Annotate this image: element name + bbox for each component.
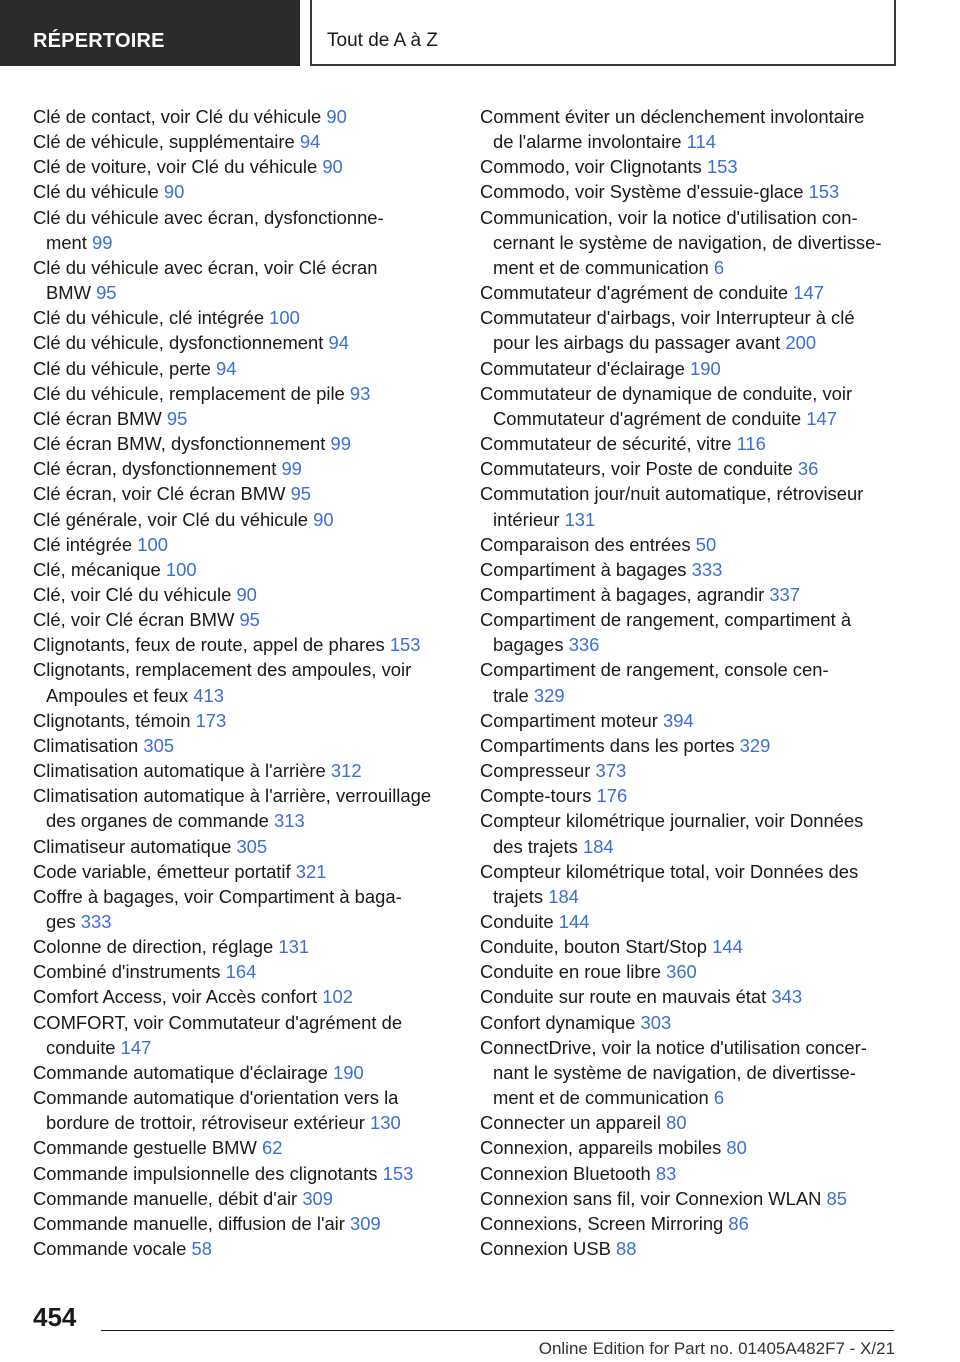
page-reference-link[interactable]: 147: [793, 282, 824, 304]
index-entry: [33, 431, 453, 456]
page-reference-link[interactable]: 80: [726, 1137, 747, 1159]
index-entry: [33, 381, 453, 406]
index-entry-text: Compte-tours: [480, 785, 592, 807]
footer-divider: [101, 1330, 894, 1331]
index-entry-text: Clé du véhicule, perte: [33, 357, 211, 379]
index-entry: [480, 1010, 910, 1035]
page-reference-link[interactable]: 95: [239, 609, 260, 631]
index-entry-text: cernant le système de navigation, de divertisse-: [493, 231, 882, 253]
index-entry: [480, 1186, 910, 1211]
index-entry-text: Commutateur de sécurité, vitre: [480, 433, 732, 455]
index-entry-text: Confort dynamique: [480, 1011, 636, 1033]
index-entry-text: Clé, voir Clé du véhicule: [33, 583, 232, 605]
index-entry-text: intérieur: [493, 508, 560, 530]
page-reference-link[interactable]: 173: [195, 709, 227, 731]
index-entry: [480, 733, 910, 758]
index-entry-text: Commande manuelle, diffusion de l'air: [33, 1212, 345, 1234]
page-reference-link[interactable]: 83: [655, 1162, 677, 1184]
index-entry: [480, 808, 910, 858]
index-entry: [33, 205, 453, 255]
page-reference-link[interactable]: 147: [120, 1036, 152, 1058]
index-entry: [33, 859, 453, 884]
index-entry: [480, 356, 910, 381]
page-reference-link[interactable]: 62: [261, 1137, 283, 1159]
page-reference-link[interactable]: 305: [143, 734, 175, 756]
index-entry-text: Clé du véhicule: [33, 181, 159, 203]
index-entry: [33, 884, 453, 934]
page-reference-link[interactable]: 153: [808, 181, 840, 203]
index-entry: [33, 1085, 453, 1135]
index-entry: [480, 154, 910, 179]
page-reference-link[interactable]: 102: [322, 986, 353, 1008]
page-reference-link[interactable]: 80: [666, 1112, 687, 1134]
index-entry-text: Compartiment à bagages, agrandir: [480, 583, 765, 605]
page-reference-link[interactable]: 90: [163, 181, 185, 203]
index-entry-text: nant le système de navigation, de divertisse-: [493, 1061, 856, 1083]
page-reference-link[interactable]: 176: [596, 785, 628, 807]
index-entry-text: Commande manuelle, débit d'air: [33, 1187, 298, 1209]
index-entry-text: Clé du véhicule, remplacement de pile: [33, 382, 345, 404]
index-entry: [480, 859, 910, 909]
page-reference-link[interactable]: 153: [382, 1162, 414, 1184]
footer-edition: Online Edition for Part no. 01405A482F7 - X/21: [538, 1339, 895, 1358]
index-entry-text: Conduite sur route en mauvais état: [480, 986, 767, 1008]
index-entry: [480, 1236, 910, 1261]
index-entry-text: Code variable, émetteur portatif: [33, 860, 291, 882]
section-tab: RÉPERTOIRE: [0, 0, 300, 66]
index-entry: [33, 129, 453, 154]
index-entry: [33, 330, 453, 355]
page-reference-link[interactable]: 6: [713, 1087, 725, 1109]
index-entry: [480, 934, 910, 959]
page-reference-link[interactable]: 99: [330, 433, 351, 455]
index-entry-text: BMW: [46, 282, 91, 304]
page-reference-link[interactable]: 184: [548, 885, 579, 907]
index-entry-text: Coffre à bagages, voir Compartiment à baga-: [33, 885, 402, 907]
index-entry: [33, 834, 453, 859]
index-entry: [480, 758, 910, 783]
page-reference-link[interactable]: 90: [322, 156, 343, 178]
index-entry-text: Comfort Access, voir Accès confort: [33, 986, 318, 1008]
page-reference-link[interactable]: 329: [739, 734, 771, 756]
index-entry-text: Commande impulsionnelle des clignotants: [33, 1162, 378, 1184]
page-reference-link[interactable]: 190: [333, 1061, 364, 1083]
page-reference-link[interactable]: 95: [96, 282, 117, 304]
page-reference-link[interactable]: 100: [269, 307, 300, 329]
index-entry: [480, 431, 910, 456]
index-entry-text: Clé de voiture, voir Clé du véhicule: [33, 156, 318, 178]
page-reference-link[interactable]: 100: [165, 558, 197, 580]
page-reference-link[interactable]: 413: [193, 684, 224, 706]
index-entry: [33, 481, 453, 506]
index-entry: [33, 305, 453, 330]
index-entry-text: Clé, voir Clé écran BMW: [33, 609, 235, 631]
index-entry: [480, 280, 910, 305]
page-reference-link[interactable]: 95: [166, 407, 188, 429]
index-entry-text: Commande gestuelle BMW: [33, 1137, 257, 1159]
index-entry: [480, 1161, 910, 1186]
index-entry-text: ConnectDrive, voir la notice d'utilisation concer-: [480, 1036, 867, 1058]
page-reference-link[interactable]: 333: [80, 911, 112, 932]
index-entry: [480, 381, 910, 431]
index-entry-text: Compartiments dans les portes: [480, 734, 735, 756]
page-reference-link[interactable]: 116: [736, 433, 766, 455]
index-entry-text: Commutateur de dynamique de conduite, voir: [480, 382, 853, 404]
index-entry-text: Commande vocale: [33, 1238, 187, 1260]
index-entry-text: Commodo, voir Clignotants: [480, 156, 702, 178]
index-entry-text: conduite: [46, 1036, 116, 1058]
index-entry: [33, 1135, 453, 1160]
page-reference-link[interactable]: 90: [313, 508, 334, 530]
page-reference-link[interactable]: 394: [662, 709, 694, 731]
index-entry-text: ment et de communication: [493, 1087, 709, 1109]
index-entry: [480, 456, 910, 481]
page-reference-link[interactable]: 321: [295, 860, 327, 882]
index-entry-text: des trajets: [493, 835, 578, 857]
index-entry: [33, 632, 453, 657]
index-entry-text: Connexions, Screen Mirroring: [480, 1212, 724, 1234]
index-entry-text: Communication, voir la notice d'utilisation con-: [480, 206, 858, 228]
index-entry: [33, 1186, 453, 1211]
index-entry: [480, 1135, 910, 1160]
index-entry: [480, 481, 910, 531]
index-entry: [33, 179, 453, 204]
page-reference-link[interactable]: 94: [299, 131, 321, 153]
index-entry-text: Clé écran, voir Clé écran BMW: [33, 483, 286, 505]
index-entry-text: Clé écran BMW, dysfonctionnement: [33, 433, 326, 455]
index-entry-text: Clé du véhicule avec écran, voir Clé écran: [33, 256, 378, 278]
page-reference-link[interactable]: 153: [706, 156, 738, 178]
index-entry: [480, 582, 910, 607]
index-entry-text: Clé du véhicule, dysfonctionnement: [33, 332, 324, 354]
index-entry-text: Commutateur d'agrément de conduite: [480, 282, 789, 304]
index-entry-text: trale: [493, 684, 529, 706]
index-entry: [480, 1211, 910, 1236]
index-entry-text: Commande automatique d'orientation vers la: [33, 1087, 399, 1109]
index-entry: [33, 934, 453, 959]
index-column-left: [33, 104, 453, 1261]
index-entry-text: Clé de véhicule, supplémentaire: [33, 131, 295, 153]
page-reference-link[interactable]: 50: [695, 533, 717, 555]
index-entry-text: Clé du véhicule avec écran, dysfonctionne-: [33, 206, 384, 228]
page-reference-link[interactable]: 99: [92, 231, 113, 253]
page-reference-link[interactable]: 93: [349, 382, 371, 404]
index-entry: [33, 557, 453, 582]
index-entry: [33, 1211, 453, 1236]
index-entry: [33, 154, 453, 179]
index-entry-text: Clé, mécanique: [33, 558, 161, 580]
index-entry: [33, 356, 453, 381]
index-entry-text: Ampoules et feux: [46, 684, 189, 706]
index-entry: [33, 456, 453, 481]
index-entry: [33, 532, 453, 557]
page-reference-link[interactable]: 312: [330, 760, 362, 782]
index-entry-text: Connexion sans fil, voir Connexion WLAN: [480, 1187, 822, 1209]
page-reference-link[interactable]: 373: [595, 760, 627, 782]
page-reference-link[interactable]: 130: [370, 1112, 401, 1134]
index-entry-text: Connecter un appareil: [480, 1112, 661, 1134]
index-entry-text: des organes de commande: [46, 810, 269, 832]
index-entry-text: Conduite en roue libre: [480, 961, 661, 983]
index-entry: [480, 205, 910, 280]
page-reference-link[interactable]: 100: [137, 533, 168, 555]
index-entry: [33, 1060, 453, 1085]
index-entry-text: Commande automatique d'éclairage: [33, 1061, 328, 1083]
index-entry-text: Conduite: [480, 911, 554, 932]
page-reference-link[interactable]: 360: [666, 961, 697, 983]
page-reference-link[interactable]: 336: [568, 634, 600, 656]
index-entry-text: Connexion Bluetooth: [480, 1162, 651, 1184]
index-entry-text: Commutateur d'agrément de conduite: [493, 407, 802, 429]
index-entry-text: Commutateur d'airbags, voir Interrupteur à clé: [480, 307, 855, 329]
index-entry: [480, 532, 910, 557]
page-reference-link[interactable]: 58: [191, 1238, 212, 1260]
index-entry-text: pour les airbags du passager avant: [493, 332, 781, 354]
index-entry-text: Combiné d'instruments: [33, 961, 221, 983]
page-reference-link[interactable]: 303: [640, 1011, 672, 1033]
index-entry: [33, 959, 453, 984]
index-entry-text: Clé intégrée: [33, 533, 133, 555]
index-entry-text: Climatisation: [33, 734, 139, 756]
index-entry-text: ment et de communication: [493, 256, 709, 278]
page-reference-link[interactable]: 343: [771, 986, 803, 1008]
page-reference-link[interactable]: 86: [728, 1212, 749, 1234]
index-entry: [33, 984, 453, 1009]
page-reference-link[interactable]: 88: [615, 1238, 637, 1260]
index-entry-text: Clignotants, témoin: [33, 709, 191, 731]
index-entry: [33, 657, 453, 707]
index-entry-text: Compresseur: [480, 760, 591, 782]
index-entry: [33, 104, 453, 129]
index-entry: [33, 708, 453, 733]
index-entry-text: trajets: [493, 885, 544, 907]
index-entry: [480, 909, 910, 934]
page-reference-link[interactable]: 200: [785, 332, 817, 354]
page-reference-link[interactable]: 309: [302, 1187, 333, 1209]
index-entry: [33, 758, 453, 783]
page-reference-link[interactable]: 90: [326, 106, 347, 127]
page-reference-link[interactable]: 329: [533, 684, 565, 706]
index-entry-text: Compartiment à bagages: [480, 558, 687, 580]
page-reference-link[interactable]: 190: [690, 357, 721, 379]
page-reference-link[interactable]: 90: [236, 583, 257, 605]
index-entry: [480, 104, 910, 154]
page-reference-link[interactable]: 309: [350, 1212, 381, 1234]
index-entry: [33, 406, 453, 431]
index-entry-text: bordure de trottoir, rétroviseur extérieur: [46, 1112, 365, 1134]
page-reference-link[interactable]: 6: [713, 256, 725, 278]
page-header: [0, 0, 960, 66]
index-entry-text: Compartiment de rangement, console cen-: [480, 659, 829, 681]
index-entry: [480, 305, 910, 355]
index-entry-text: ges: [46, 911, 76, 932]
index-entry-text: ment: [46, 231, 87, 253]
index-entry: [33, 1010, 453, 1060]
index-entry-text: Compteur kilométrique total, voir Données des: [480, 860, 859, 882]
index-entry-text: Compartiment moteur: [480, 709, 658, 731]
page-reference-link[interactable]: 36: [797, 458, 819, 480]
index-entry-text: Connexion USB: [480, 1238, 611, 1260]
index-entry-text: Colonne de direction, réglage: [33, 936, 274, 958]
index-entry: [33, 582, 453, 607]
page-reference-link[interactable]: 114: [686, 131, 716, 153]
index-entry-text: Commutateurs, voir Poste de conduite: [480, 458, 793, 480]
subsection-title: Tout de A à Z: [327, 30, 438, 51]
index-column-right: [480, 104, 910, 1261]
index-entry-text: Clé générale, voir Clé du véhicule: [33, 508, 308, 530]
index-entry-text: Climatisation automatique à l'arrière, verrouillage: [33, 785, 432, 807]
index-entry: [480, 607, 910, 657]
index-entry-text: COMFORT, voir Commutateur d'agrément de: [33, 1011, 403, 1033]
index-entry: [480, 1035, 910, 1110]
index-entry: [480, 179, 910, 204]
page-reference-link[interactable]: 131: [278, 936, 310, 958]
index-entry-text: Clé du véhicule, clé intégrée: [33, 307, 265, 329]
index-entry-text: Comment éviter un déclenchement involontaire: [480, 106, 865, 127]
index-entry: [480, 959, 910, 984]
page-reference-link[interactable]: 147: [806, 407, 837, 429]
index-entry-text: Clignotants, feux de route, appel de phares: [33, 634, 385, 656]
index-entry-text: Compteur kilométrique journalier, voir Données: [480, 810, 864, 832]
index-entry-text: Comparaison des entrées: [480, 533, 691, 555]
index-entry: [33, 783, 453, 833]
index-entry-text: Clé écran BMW: [33, 407, 162, 429]
page-reference-link[interactable]: 95: [290, 483, 312, 505]
index-entry-text: Clé écran, dysfonctionnement: [33, 458, 277, 480]
page-reference-link[interactable]: 164: [225, 961, 257, 983]
page-reference-link[interactable]: 94: [216, 357, 237, 379]
index-entry-text: Commodo, voir Système d'essuie-glace: [480, 181, 804, 203]
index-entry-text: Clé de contact, voir Clé du véhicule: [33, 106, 322, 127]
index-entry-text: de l'alarme involontaire: [493, 131, 682, 153]
index-entry: [480, 657, 910, 707]
index-entry-text: Climatisation automatique à l'arrière: [33, 760, 326, 782]
subsection-tab: [310, 0, 896, 66]
page-reference-link[interactable]: 144: [712, 936, 743, 958]
index-entry: [480, 984, 910, 1009]
index-entry: [33, 607, 453, 632]
page-reference-link[interactable]: 94: [328, 332, 349, 354]
index-entry: [480, 557, 910, 582]
index-entry: [33, 1236, 453, 1261]
index-entry-text: Climatiseur automatique: [33, 835, 232, 857]
index-entry: [33, 1161, 453, 1186]
index-entry-text: Compartiment de rangement, compartiment à: [480, 609, 852, 631]
page-reference-link[interactable]: 144: [558, 911, 590, 932]
page-reference-link[interactable]: 131: [564, 508, 596, 530]
page-reference-link[interactable]: 184: [582, 835, 614, 857]
index-entry: [480, 1110, 910, 1135]
page-reference-link[interactable]: 337: [769, 583, 801, 605]
page-reference-link[interactable]: 99: [281, 458, 302, 480]
page-reference-link[interactable]: 313: [274, 810, 305, 832]
index-entry-text: Commutation jour/nuit automatique, rétroviseur: [480, 483, 864, 505]
index-entry-text: Connexion, appareils mobiles: [480, 1137, 722, 1159]
page-reference-link[interactable]: 153: [389, 634, 421, 656]
index-entry-text: Clignotants, remplacement des ampoules, voir: [33, 659, 412, 681]
page-reference-link[interactable]: 85: [826, 1187, 848, 1209]
index-entry: [480, 783, 910, 808]
index-entry-text: bagages: [493, 634, 564, 656]
page-number: 454: [33, 1302, 77, 1332]
index-entry-text: Conduite, bouton Start/Stop: [480, 936, 707, 958]
index-entry: [33, 507, 453, 532]
index-entry: [480, 708, 910, 733]
page-reference-link[interactable]: 333: [691, 558, 723, 580]
index-entry: [33, 255, 453, 305]
page-reference-link[interactable]: 305: [236, 835, 268, 857]
index-entry-text: Commutateur d'éclairage: [480, 357, 685, 379]
index-entry: [33, 733, 453, 758]
